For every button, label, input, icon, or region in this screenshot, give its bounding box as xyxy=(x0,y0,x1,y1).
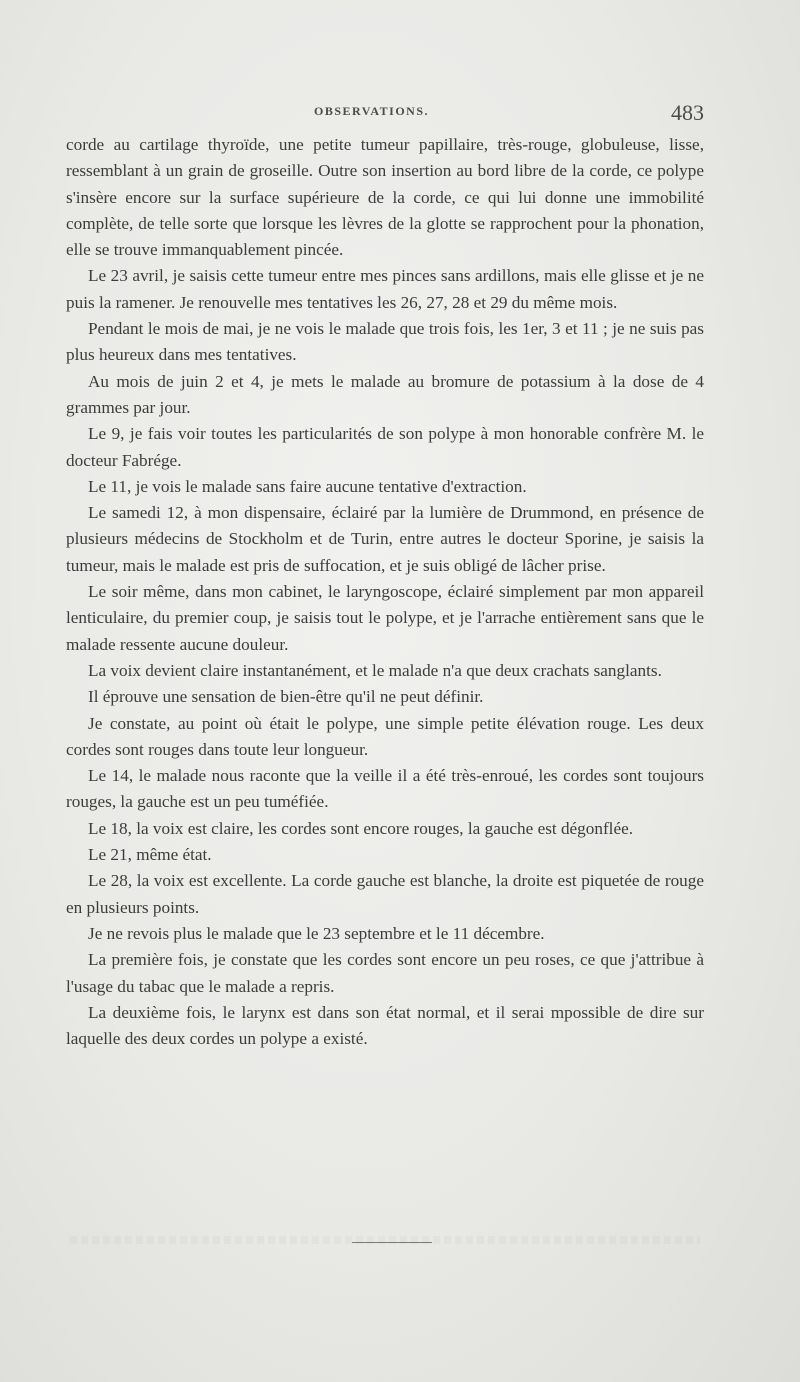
paragraph: Le 21, même état. xyxy=(88,845,212,865)
paragraph: Le 11, je vois le malade sans faire aucune tentative d'extraction. xyxy=(88,476,527,496)
paragraph: Le soir même, dans mon cabinet, le laryngoscope, éclairé simplement par mon appareil lenticulaire, du premier coup, je saisis tout le polype, et je l'arrache entièrement sans que le malade ressente aucune douleur. xyxy=(66,582,704,654)
paragraph: Au mois de juin 2 et 4, je mets le malade au bromure de potassium à la dose de 4 grammes par jour. xyxy=(66,371,704,417)
body-text xyxy=(66,132,704,1052)
page-header xyxy=(64,100,704,130)
paragraph: La deuxième fois, le larynx est dans son état normal, et il serai mpossible de dire sur laquelle des deux cordes un polype a existé. xyxy=(66,1002,704,1049)
paragraph: Le 9, je fais voir toutes les particularités de son polype à mon honorable confrère M. le docteur Fabrége. xyxy=(66,424,704,470)
end-rule xyxy=(352,1242,432,1243)
paragraph: La première fois, je constate que les cordes sont encore un peu roses, ce que j'attribue à l'usage du tabac que le malade a repris. xyxy=(66,950,704,996)
paragraph: Le 14, le malade nous raconte que la veille il a été très-enroué, les cordes sont toujours rouges, la gauche est un peu tuméfiée. xyxy=(66,766,704,812)
paragraph: Le 23 avril, je saisis cette tumeur entre mes pinces sans ardillons, mais elle glisse et je ne puis la ramener. Je renouvelle mes tentatives les 26, 27, 28 et 29 du même mois. xyxy=(66,266,704,312)
page-number: 483 xyxy=(671,100,704,125)
paragraph-continued: corde au cartilage thyroïde, une petite tumeur papillaire, très-rouge, globuleuse, lisse, ressemblant à un grain de groseille. Outre son insertion au bord libre de la corde, ce polype s'insère encore sur la surface supérieure de la corde, ce qui lui donne une immobilité complète, de telle sorte que lorsque les lèvres de la glotte se rapprochent pour la phonation, elle se trouve immanquablement pincée. xyxy=(66,135,704,260)
paragraph: Il éprouve une sensation de bien-être qu'il ne peut définir. xyxy=(88,687,484,707)
running-title: OBSERVATIONS. xyxy=(314,104,430,118)
paragraph: Je constate, au point où était le polype, une simple petite élévation rouge. Les deux cordes sont rouges dans toute leur longueur. xyxy=(66,713,704,759)
paragraph: Le 18, la voix est claire, les cordes sont encore rouges, la gauche est dégonflée. xyxy=(88,818,634,838)
paragraph: Pendant le mois de mai, je ne vois le malade que trois fois, les 1er, 3 et 11 ; je ne suis pas plus heureux dans mes tentatives. xyxy=(66,319,704,365)
paragraph: Le 28, la voix est excellente. La corde gauche est blanche, la droite est piquetée de rouge en plusieurs points. xyxy=(66,871,704,917)
paragraph: Je ne revois plus le malade que le 23 septembre et le 11 décembre. xyxy=(88,923,545,943)
paragraph: Le samedi 12, à mon dispensaire, éclairé par la lumière de Drummond, en présence de plusieurs médecins de Stockholm et de Turin, entre autres le docteur Sporine, je saisis la tumeur, mais le malade est pris de suffocation, et je suis obligé de lâcher prise. xyxy=(66,503,704,575)
paragraph: La voix devient claire instantanément, et le malade n'a que deux crachats sanglants. xyxy=(88,660,662,680)
